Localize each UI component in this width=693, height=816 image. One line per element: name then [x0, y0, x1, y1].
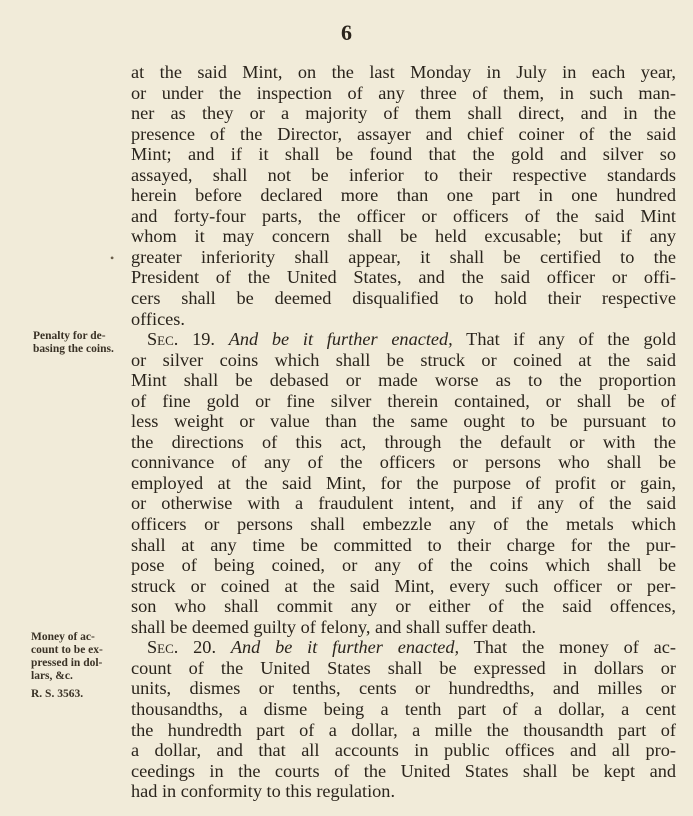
text-fragment: That the money of ac- — [473, 637, 676, 658]
margin-note-line: basing the coins. — [33, 343, 114, 355]
margin-note-line: lars, &c. — [31, 670, 73, 682]
section-20 — [131, 637, 676, 801]
margin-note-line: Penalty for de- — [33, 330, 106, 342]
text-line: thousandths, a disme being a tenth part of a dollar, a cent — [131, 698, 676, 719]
text-line: son who shall commit any or either of the said offences, — [131, 596, 676, 617]
page-number: 6 — [341, 20, 352, 45]
text-line: of fine gold or fine silver therein contained, or shall be of — [131, 390, 676, 411]
text-line: pose of being coined, or any of the coins which shall be — [131, 555, 676, 576]
text-line: a dollar, and that all accounts in public offices and all pro- — [131, 740, 676, 761]
text-line: employed at the said Mint, for the purpose of profit or gain, — [131, 472, 676, 493]
text-line: Mint shall be debased or made worse as to the proportion — [131, 370, 676, 391]
text-line: less weight or value than the same ought to be pursuant to — [131, 411, 676, 432]
text-line: or otherwise with a fraudulent intent, and if any of the said — [131, 493, 676, 514]
text-line: units, dismes or tenths, cents or hundredths, and milles or — [131, 678, 676, 699]
text-line: the directions of this act, through the default or with the — [131, 431, 676, 452]
section-heading-line — [131, 637, 676, 658]
text-line: shall at any time be committed to their charge for the pur- — [131, 534, 676, 555]
text-line: Mint; and if it shall be found that the gold and silver so — [131, 144, 676, 165]
text-line: or silver coins which shall be struck or coined at the said — [131, 349, 676, 370]
text-line: ceedings in the courts of the United States shall be kept and — [131, 760, 676, 781]
section-heading-line — [131, 329, 676, 350]
text-line: count of the United States shall be expressed in dollars or — [131, 657, 676, 678]
text-fragment: That if any of the gold — [466, 329, 676, 350]
margin-note-line: count to be ex- — [31, 644, 103, 656]
text-line: the hundredth part of a dollar, a mille the thousandth part of — [131, 719, 676, 740]
body-text — [131, 62, 676, 802]
enacting-clause: And be it further enacted, — [228, 329, 453, 350]
margin-note-money — [31, 631, 123, 683]
text-line: or under the inspection of any three of them, in such man- — [131, 82, 676, 103]
margin-note-rs-reference: R. S. 3563. — [31, 688, 84, 700]
margin-note-penalty — [33, 330, 129, 356]
section-19 — [131, 329, 676, 637]
text-line: assayed, shall not be inferior to their respective standards — [131, 164, 676, 185]
enacting-clause: And be it further enacted, — [230, 637, 460, 658]
text-line: struck or coined at the said Mint, every such officer or per- — [131, 575, 676, 596]
text-line: presence of the Director, assayer and chief coiner of the said — [131, 123, 676, 144]
text-line: at the said Mint, on the last Monday in July in each year, — [131, 62, 676, 82]
text-line: connivance of any of the officers or persons who shall be — [131, 452, 676, 473]
section-label: Sec. 20. — [147, 637, 217, 658]
text-line: ner as they or a majority of them shall direct, and in the — [131, 103, 676, 124]
section-label: Sec. 19. — [147, 329, 215, 350]
paragraph-continuation — [131, 62, 676, 329]
text-line: cers shall be deemed disqualified to hold their respective — [131, 288, 676, 309]
text-line: greater inferiority shall appear, it shall be certified to the — [131, 246, 676, 267]
text-line: had in conformity to this regulation. — [131, 781, 396, 802]
text-line: President of the United States, and the said officer or offi- — [131, 267, 676, 288]
text-line: and forty-four parts, the officer or officers of the said Mint — [131, 205, 676, 226]
margin-dot-mark: • — [110, 251, 115, 265]
text-line: offices. — [131, 308, 185, 329]
text-line: whom it may concern shall be held excusable; but if any — [131, 226, 676, 247]
margin-note-line: pressed in dol- — [31, 657, 103, 669]
margin-note-line: Money of ac- — [31, 631, 95, 643]
text-line: shall be deemed guilty of felony, and shall suffer death. — [131, 616, 537, 637]
text-line: herein before declared more than one part in one hundred — [131, 185, 676, 206]
text-line: officers or persons shall embezzle any of the metals which — [131, 514, 676, 535]
